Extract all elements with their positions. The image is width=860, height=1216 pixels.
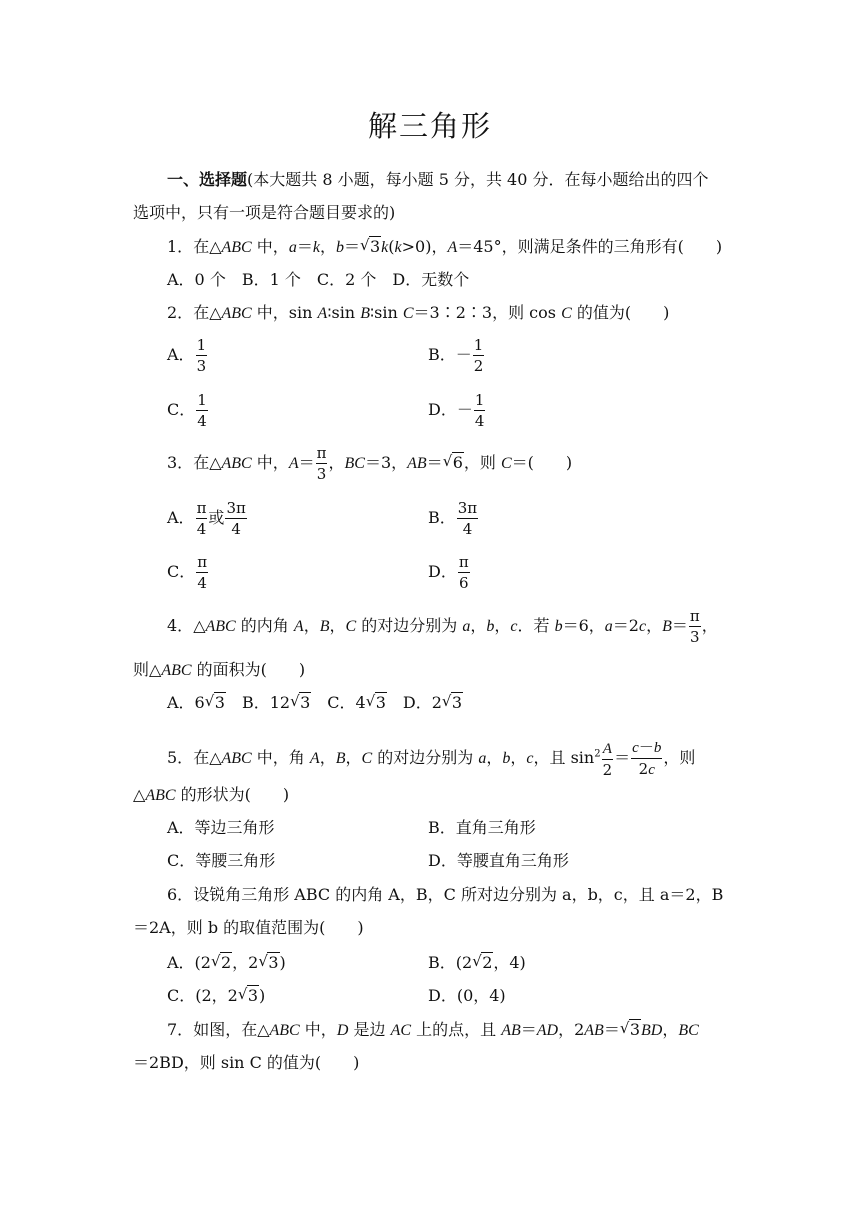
section-intro-text: (本大题共 8 小题，每小题 5 分，共 40 分．在每小题给出的四个 [247, 170, 709, 189]
question-6-option-c: C．(2，2√ 3) [167, 986, 265, 1006]
question-5-option-a: A．等边三角形 [167, 818, 275, 837]
option-a: A．0 个 [167, 270, 226, 289]
question-3-option-c: C． $\frac{\pi}{4}$ [167, 553, 208, 592]
sqrt-symbol: √ 3 [360, 237, 381, 257]
question-2-option-d: D．－ $\frac{1}{4}$ [428, 391, 485, 430]
question-6-option-a: A．(2√ 2，2√ 3) [167, 953, 286, 973]
question-2-option-a: A． $\frac{1}{3}$ [167, 336, 207, 375]
page-title: 解三角形 [367, 109, 492, 143]
question-4-options: A．6√ 3 B．12√ 3 C．4√ 3 D．2√ 3 [167, 693, 463, 713]
question-6-stem: 6．设锐角三角形 ABC 的内角 A，B，C 所对边分别为 a，b，c，且 a＝2，B [167, 885, 724, 904]
question-5-option-b: B．直角三角形 [428, 818, 536, 837]
question-2-option-b: B．－ $\frac{1}{2}$ [428, 336, 484, 375]
question-2-option-c: C． $\frac{1}{4}$ [167, 391, 207, 430]
section-intro-line-2: 选项中，只有一项是符合题目要求的) [133, 203, 396, 222]
question-1-options [167, 270, 469, 290]
option-c: C．2 个 [316, 270, 377, 289]
question-3-option-d: D． $\frac{\pi}{6}$ [428, 553, 469, 592]
question-5-stem-cont: △ABC 的形状为( ) [133, 785, 290, 804]
section-heading: 一、选择题 [167, 170, 248, 189]
question-7-stem: 7．如图，在△ABC 中，D 是边 AC 上的点，且 AB＝AD，2AB＝√ 3BD，BC [167, 1020, 699, 1041]
question-4-stem: 4．△ABC 的内角 A，B，C 的对边分别为 a，b，c．若 b＝6，a＝2c，B＝ $\frac{\pi}{3}$ ， [167, 607, 718, 646]
question-6-option-d: D．(0，4) [428, 986, 506, 1005]
question-6-stem-cont: ＝2A，则 b 的取值范围为( ) [133, 918, 364, 937]
section-intro-line-1 [167, 170, 709, 190]
question-6-option-b: B．(2√ 2，4) [428, 953, 526, 973]
option-d: D．无数个 [392, 270, 470, 289]
question-5-option-d: D．等腰直角三角形 [428, 851, 569, 870]
question-7-stem-cont: ＝2BD，则 sin C 的值为( ) [133, 1053, 360, 1072]
question-5-stem: 5．在△ABC 中，角 A，B，C 的对边分别为 a，b，c，且 $\sin^2$ $\frac{A}{2}$ ＝ $\frac{c-b}{2c}$ ，则 [167, 738, 696, 779]
question-5-option-c: C．等腰三角形 [167, 851, 276, 870]
question-2-stem: 2．在△ABC 中，sin A∶sin B∶sin C＝3∶2∶3，则 cos C 的值为( ) [167, 303, 670, 322]
question-3-option-b: B． $\frac{3\pi}{4}$ [428, 499, 478, 538]
option-b: B．1 个 [241, 270, 301, 289]
question-3-stem: 3．在△ABC 中，A＝ $\frac{\pi}{3}$ ，BC＝3，AB＝√ 6，则 C＝( ) [167, 443, 572, 484]
question-1-stem: 1．在△ABC 中，a＝k，b＝√ 3k(k>0)，A＝45°，则满足条件的三角形有( ) [167, 237, 722, 258]
question-3-option-a: A． $\frac{\pi}{4}$ 或 $\frac{3\pi}{4}$ [167, 499, 246, 538]
question-4-stem-cont: 则△ABC 的面积为( ) [133, 660, 306, 679]
